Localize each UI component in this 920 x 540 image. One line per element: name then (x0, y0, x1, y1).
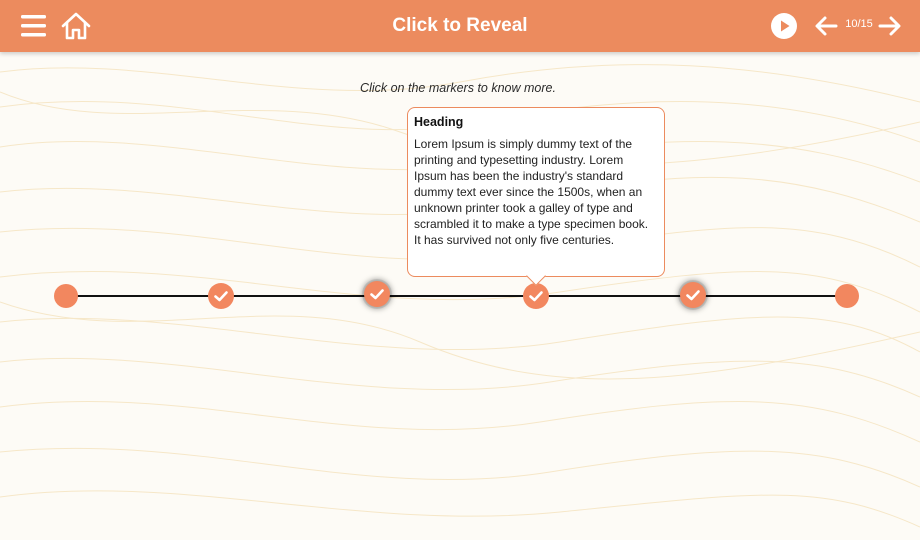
info-popup (407, 107, 665, 277)
timeline-line (66, 295, 847, 297)
check-icon (369, 286, 385, 302)
play-icon[interactable] (770, 12, 798, 40)
arrow-right-icon[interactable] (877, 14, 903, 38)
timeline-marker-3[interactable] (364, 281, 390, 307)
home-icon[interactable] (60, 10, 92, 42)
hamburger-menu-icon[interactable] (18, 13, 50, 39)
top-bar (0, 0, 920, 52)
page-counter: 10/15 (845, 18, 873, 30)
popup-heading: Heading (414, 115, 464, 129)
timeline-marker-1[interactable] (54, 284, 78, 308)
instruction-text: Click on the markers to know more. (360, 81, 556, 95)
timeline-marker-2[interactable] (208, 283, 234, 309)
popup-body: Lorem Ipsum is simply dummy text of the printing and typesetting industry. Lorem Ipsum has been the industry's standard dummy text ever since the 1500s, when an unknown printer took a galley of type and scrambled it to make a type specimen book. It has survived not only five centuries. (414, 137, 649, 247)
check-icon (213, 288, 229, 304)
check-icon (528, 288, 544, 304)
timeline-marker-4[interactable] (523, 283, 549, 309)
check-icon (685, 287, 701, 303)
timeline-marker-5[interactable] (680, 282, 706, 308)
timeline-marker-6[interactable] (835, 284, 859, 308)
page-title: Click to Reveal (392, 15, 528, 36)
arrow-left-icon[interactable] (813, 14, 839, 38)
